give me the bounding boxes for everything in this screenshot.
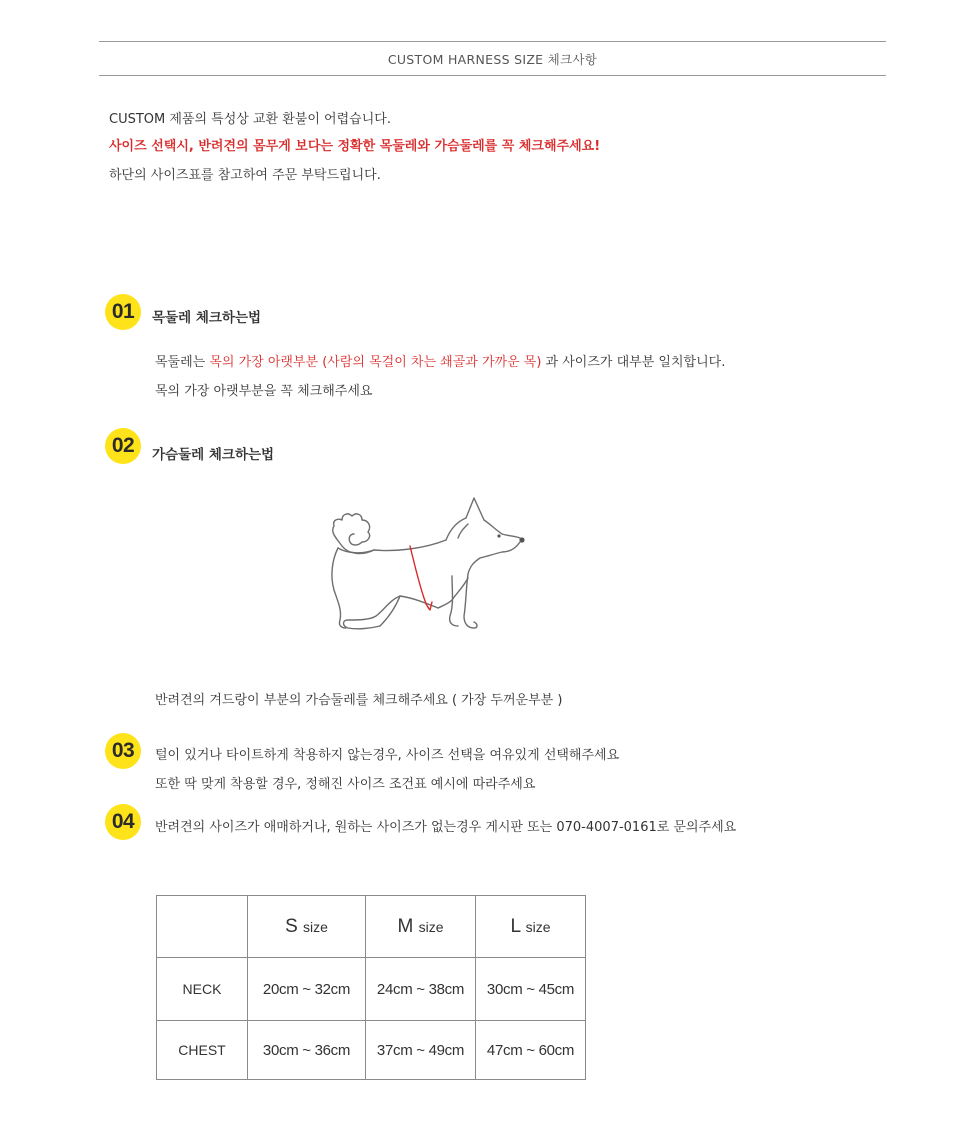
neck-description: [155, 351, 725, 370]
chest-value-s: 30cm ~ 36cm: [248, 1021, 366, 1080]
step-number-badge: 03: [105, 733, 141, 769]
size-suffix: size: [303, 918, 328, 935]
chest-value-l: 47cm ~ 60cm: [476, 1021, 586, 1080]
table-corner-cell: [157, 896, 248, 958]
dog-outline-icon: [318, 492, 534, 648]
fit-tip-loose: 털이 있거나 타이트하게 착용하지 않는경우, 사이즈 선택을 여유있게 선택해주세요: [155, 748, 620, 763]
neck-value-m: 24cm ~ 38cm: [366, 958, 476, 1021]
size-suffix: size: [418, 918, 444, 935]
neck-description-suffix: 과 사이즈가 대부분 일치합니다.: [541, 355, 726, 370]
contact-note: 반려견의 사이즈가 애매하거나, 원하는 사이즈가 없는경우 게시판 또는 070-4007-0161로 문의주세요: [155, 820, 737, 835]
size-table: [156, 895, 586, 1080]
neck-check-hint: 목의 가장 아랫부분을 꼭 체크해주세요: [155, 384, 373, 399]
chest-value-m: 37cm ~ 49cm: [366, 1021, 476, 1080]
step-number-badge: 01: [105, 294, 141, 330]
table-row: [157, 958, 586, 1021]
step-title-neck: 목둘레 체크하는법: [152, 310, 262, 326]
header-bottom-rule: [99, 75, 886, 76]
notice-refer-table: 하단의 사이즈표를 참고하여 주문 부탁드립니다.: [109, 168, 381, 183]
column-header-l: [476, 896, 586, 958]
table-header-row: [157, 896, 586, 958]
size-letter: S: [285, 915, 298, 937]
step-number-badge: 02: [105, 428, 141, 464]
size-suffix: size: [525, 918, 551, 935]
neck-value-l: 30cm ~ 45cm: [476, 958, 586, 1021]
notice-measure-warning: 사이즈 선택시, 반려견의 몸무게 보다는 정확한 목둘레와 가슴둘레를 꼭 체크해주세요!: [109, 139, 601, 154]
neck-value-s: 20cm ~ 32cm: [248, 958, 366, 1021]
row-label-chest: CHEST: [157, 1021, 248, 1080]
step-title-chest: 가슴둘레 체크하는법: [152, 447, 275, 463]
column-header-s: [248, 896, 366, 958]
row-label-neck: NECK: [157, 958, 248, 1021]
size-letter: L: [510, 915, 521, 937]
header-top-rule: [99, 41, 886, 42]
size-letter: M: [397, 915, 414, 937]
page-title: CUSTOM HARNESS SIZE 체크사항: [387, 52, 598, 67]
table-row: [157, 1021, 586, 1080]
chest-caption: 반려견의 겨드랑이 부분의 가슴둘레를 체크해주세요 ( 가장 두꺼운부분 ): [155, 693, 563, 708]
fit-tip-tight: 또한 딱 맞게 착용할 경우, 정해진 사이즈 조건표 예시에 따라주세요: [155, 777, 536, 792]
step-number-badge: 04: [105, 804, 141, 840]
neck-description-prefix: 목둘레는: [155, 355, 210, 370]
notice-no-refund: CUSTOM 제품의 특성상 교환 환불이 어렵습니다.: [109, 112, 391, 127]
neck-description-highlight: 목의 가장 아랫부분 (사람의 목걸이 차는 쇄골과 가까운 목): [209, 355, 542, 370]
column-header-m: [366, 896, 476, 958]
